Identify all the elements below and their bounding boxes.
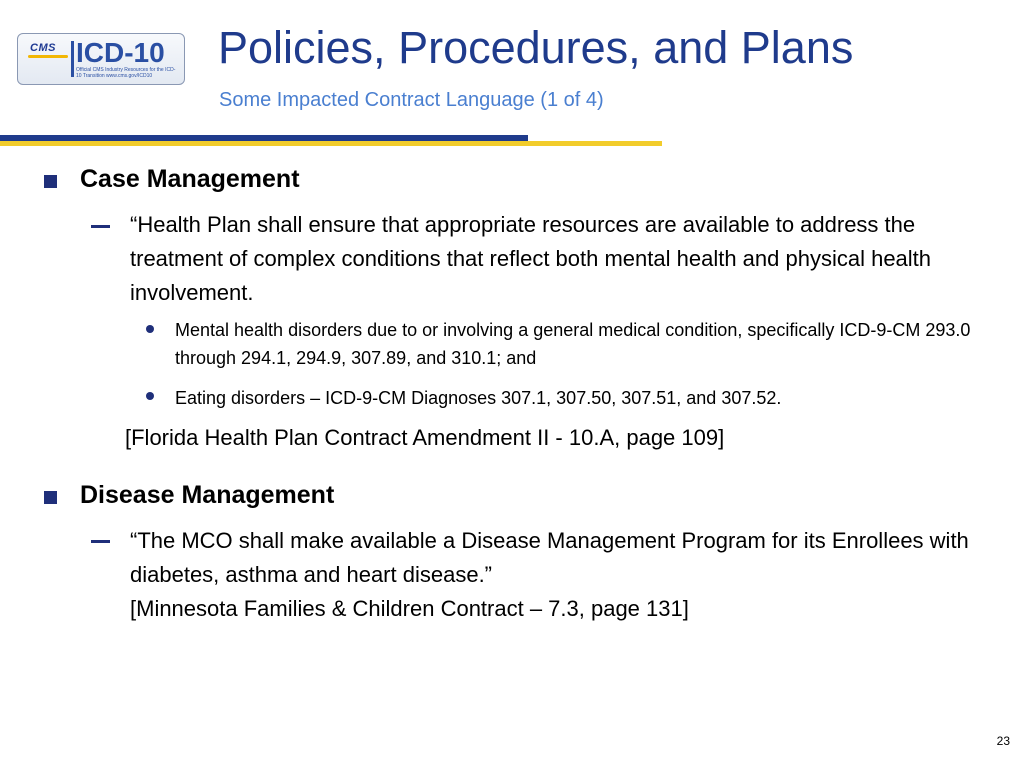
disease-management-quote: “The MCO shall make available a Disease Management Program for its Enrollees with diabetes, asthma and heart disease.” [130, 528, 969, 587]
disease-management-citation: [Minnesota Families & Children Contract – 7.3, page 131] [130, 596, 689, 621]
case-management-quote: “Health Plan shall ensure that appropriate resources are available to address the treatment of complex conditions that reflect both mental health and physical health involvement. [130, 212, 932, 305]
case-management-citation: [Florida Health Plan Contract Amendment II - 10.A, page 109] [125, 425, 725, 450]
logo-divider [71, 41, 74, 77]
section-heading-case-management: Case Management [80, 165, 300, 193]
cms-swoosh-decoration [28, 55, 68, 58]
case-management-bullet-1: Mental health disorders due to or involving a general medical condition, specifically ICD-9-CM 293.0 through 294.1, 294.9, 307.89, and 310.1; and [175, 320, 971, 368]
page-number: 23 [996, 734, 1010, 748]
square-bullet-icon [44, 175, 57, 188]
logo-tagline: Official CMS Industry Resources for the ICD-10 Transition www.cms.gov/ICD10 [76, 67, 176, 79]
dash-bullet-icon [91, 225, 110, 228]
cms-icd10-logo [17, 33, 185, 85]
dash-bullet-icon [91, 540, 110, 543]
slide-title: Policies, Procedures, and Plans [218, 22, 854, 73]
header-rule-gold [0, 141, 662, 146]
square-bullet-icon [44, 491, 57, 504]
cms-logo-text: CMS [30, 42, 56, 54]
case-management-bullet-2: Eating disorders – ICD-9-CM Diagnoses 307.1, 307.50, 307.51, and 307.52. [175, 388, 782, 408]
dot-bullet-icon [146, 325, 154, 333]
slide-subtitle: Some Impacted Contract Language (1 of 4) [219, 89, 604, 111]
icd10-logo-text: ICD-10 [76, 37, 165, 68]
section-heading-disease-management: Disease Management [80, 481, 335, 509]
dot-bullet-icon [146, 392, 154, 400]
